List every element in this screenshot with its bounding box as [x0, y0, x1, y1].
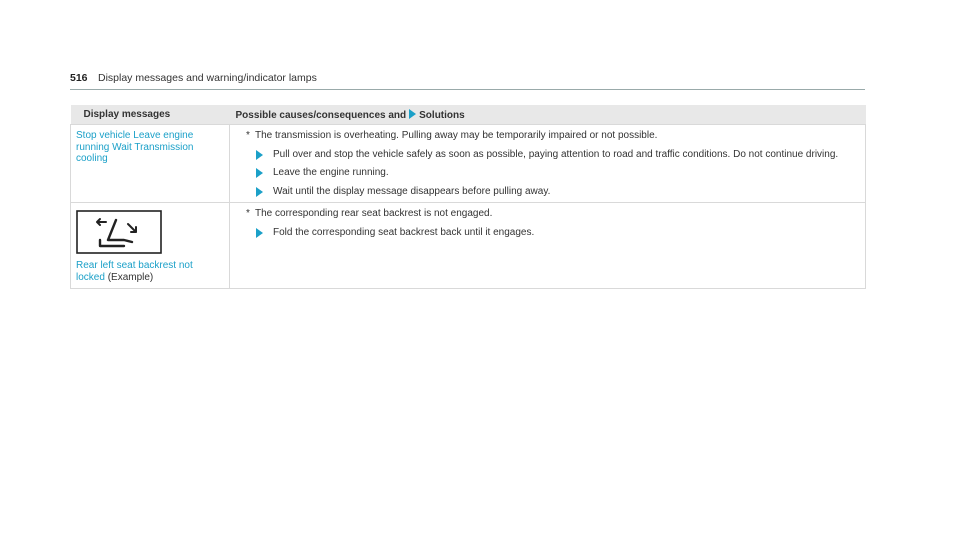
asterisk-icon: * — [246, 208, 250, 219]
table-row — [71, 203, 866, 289]
col-header-prefix: Possible causes/consequences and — [235, 109, 407, 121]
page-title: Display messages and warning/indicator lamps — [98, 72, 317, 84]
cause-text: * The corresponding rear seat backrest is not engaged. — [246, 208, 493, 219]
col-header-suffix: Solutions — [419, 109, 465, 121]
page-header — [70, 70, 865, 90]
seat-backrest-icon — [76, 210, 162, 254]
table-row — [71, 125, 866, 203]
solution-triangle-icon — [409, 109, 416, 119]
solution-step: Pull over and stop the vehicle safely as soon as possible, paying attention to road and traffic conditions. Do not continue driving. — [246, 149, 857, 161]
message-cell — [71, 203, 230, 289]
message-suffix: (Example) — [107, 271, 154, 283]
step-triangle-icon — [256, 150, 263, 160]
message-text: Stop vehicle Leave engine running Wait Transmission cooling — [76, 130, 194, 164]
step-triangle-icon — [256, 228, 263, 238]
solution-step: Fold the corresponding seat backrest back until it engages. — [246, 227, 857, 239]
solution-step: Leave the engine running. — [246, 167, 857, 179]
step-triangle-icon — [256, 187, 263, 197]
page-number: 516 — [70, 72, 88, 84]
col-header-messages: Display messages — [71, 105, 230, 125]
col-header-solutions — [230, 105, 866, 125]
message-text: Rear left seat backrest not locked — [76, 260, 193, 283]
table-header-row — [71, 105, 866, 125]
message-cell — [71, 125, 230, 203]
solution-cell — [230, 125, 866, 203]
solution-cell — [230, 203, 866, 289]
asterisk-icon: * — [246, 130, 250, 141]
display-messages-table — [70, 105, 866, 289]
step-triangle-icon — [256, 168, 263, 178]
cause-text: * The transmission is overheating. Pulling away may be temporarily impaired or not possible. — [246, 130, 658, 141]
solution-step: Wait until the display message disappears before pulling away. — [246, 186, 857, 198]
header-rule — [70, 89, 865, 90]
